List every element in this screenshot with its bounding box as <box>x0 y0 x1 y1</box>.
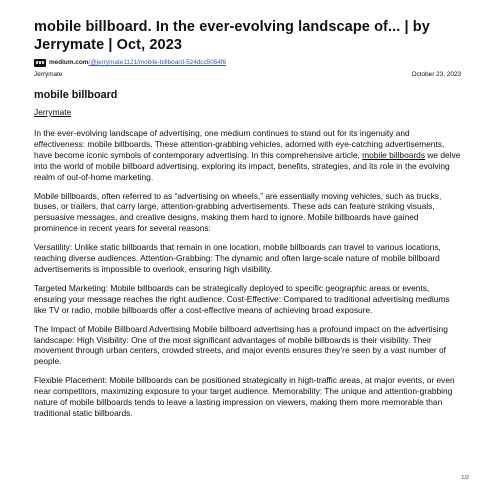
medium-logo-icon <box>34 59 46 67</box>
paragraph-targeted-marketing: Targeted Marketing: Mobile billboards can be strategically deployed to specific geographic areas or events, ensuring your message reaches the right audience. Cost-Effective: Compared to traditional advertising mediums like TV or radio, mobile billboards offer a cost-effective means of achieving broad exposure. <box>34 282 450 315</box>
author-link[interactable]: Jerrymate <box>34 107 72 117</box>
url-domain[interactable]: medium.com <box>49 59 89 66</box>
mobile-billboards-link[interactable]: mobile billboards <box>362 149 426 160</box>
source-url-bar <box>34 58 461 67</box>
page-title: mobile billboard. In the ever-evolving landscape of... | by Jerrymate | Oct, 2023 <box>34 19 430 53</box>
paragraph-flexible-placement: Flexible Placement: Mobile billboards can be positioned strategically in high-traffic areas, at major events, or even near competitors, maximizing exposure to your target audience. Memorability: The unique and attention-grabbing nature of mobile billboards tends to leave a lasting impression on viewers, making them more memorable than traditional static billboards. <box>34 375 455 418</box>
paragraph-definition: Mobile billboards, often referred to as “advertising on wheels,” are essentially moving vehicles, such as trucks, buses, or trailers, that carry large, attention-grabbing advertisements. These ads can feature striking visuals, persuasive messages, and creative designs, making them hard to ignore. Mobile billboards have gained prominence in recent years for several reasons: <box>34 190 442 234</box>
url-path[interactable]: /@jerrymate1121/mobile-billboard-524dcc5054f6 <box>88 59 227 66</box>
publish-date: October 23, 2023 <box>411 71 461 78</box>
paragraph-intro-text-before: In the ever-evolving landscape of advertising, one medium continues to stand out for its ingenuity and effectiveness: mobile billboards. These attention-grabbing vehicles, adorned with eye-catching advertisements, have become iconic symbols of contemporary advertising. In this comprehensive article, <box>34 128 445 160</box>
author-meta: Jerrymate <box>34 71 63 78</box>
page-number: 1/2 <box>461 475 469 481</box>
paragraph-versatility: Versatility: Unlike static billboards that remain in one location, mobile billboards can travel to various locations, reaching diverse audiences. Attention-Grabbing: The dynamic and often large-scale nature of mobile billboard advertisements is impossible to overlook, ensuring high visibility. <box>34 242 441 274</box>
paragraph-intro-text-after: we delve into the world of mobile billboard advertising, exploring its impact, benefits, strategies, and its role in the evolving realm of out-of-home marketing. <box>34 149 461 182</box>
article-body <box>34 128 461 419</box>
paragraph-impact: The Impact of Mobile Billboard Advertising Mobile billboard advertising has a profound impact on the advertising landscape: High Visibility: One of the most significant advantages of mobile billboards is their visibility. Their movement through urban centers, crowded streets, and major events ensures they’re seen by a vast number of people. <box>34 323 448 367</box>
paragraph-intro <box>34 128 461 183</box>
article-heading: mobile billboard <box>34 89 118 101</box>
meta-row <box>34 70 461 79</box>
